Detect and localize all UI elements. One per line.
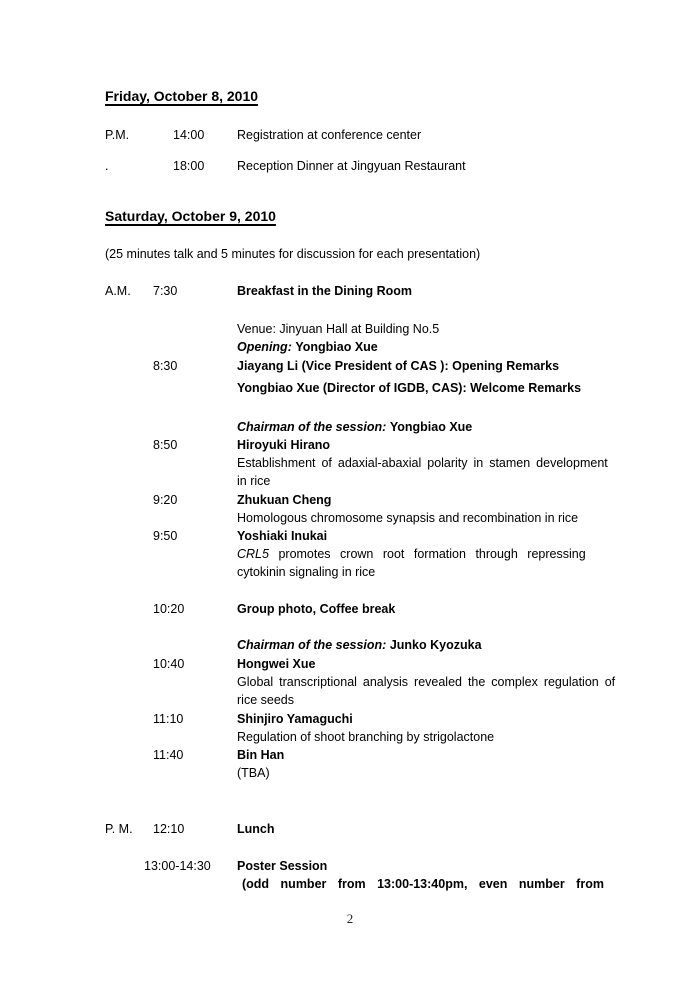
- chair-label: Chairman of the session:: [237, 638, 387, 652]
- speaker-name: Hiroyuki Hirano: [237, 438, 331, 452]
- time-label: 9:50: [153, 529, 178, 543]
- time-label: 18:00: [173, 159, 205, 173]
- event-text: Poster Session: [237, 859, 328, 873]
- period-spacer: [105, 491, 153, 509]
- period-spacer: [105, 357, 153, 375]
- talk-title-line: Establishment of adaxial-abaxial polarity in stamen development: [237, 456, 608, 470]
- time-label: 14:00: [173, 128, 205, 142]
- time-label: 7:30: [153, 284, 178, 298]
- welcome-remarks-line: Yongbiao Xue (Director of IGDB, CAS): Welcome Remarks: [237, 381, 582, 395]
- period-label: A.M.: [105, 284, 131, 298]
- schedule-row-registration: [105, 126, 597, 144]
- schedule-row-reception: [105, 157, 597, 175]
- time-label: 10:20: [153, 602, 185, 616]
- period-label: .: [105, 159, 109, 173]
- period-spacer: [105, 600, 153, 618]
- talk-row: [105, 710, 597, 728]
- time-label: 8:50: [153, 438, 178, 452]
- document-body: [105, 0, 616, 893]
- saturday-heading: Saturday, October 9, 2010: [105, 208, 276, 224]
- period-spacer: [105, 746, 153, 764]
- schedule-row-coffee-break: [105, 600, 597, 618]
- talk-title-line: rice seeds: [237, 693, 294, 707]
- talk-row: [105, 746, 597, 764]
- chair-label: Chairman of the session:: [237, 420, 387, 434]
- talk-title-line: (TBA): [237, 766, 270, 780]
- time-label: 11:10: [153, 712, 184, 726]
- period-spacer: [105, 655, 153, 673]
- talk-title-line: Regulation of shoot branching by strigolactone: [237, 730, 495, 744]
- talk-row: [105, 655, 597, 673]
- venue-line: Venue: Jinyuan Hall at Building No.5: [237, 322, 440, 336]
- schedule-row-lunch: [105, 820, 597, 838]
- schedule-row-opening-remarks: [105, 357, 597, 375]
- time-label: 8:30: [153, 359, 178, 373]
- period-spacer: [105, 436, 153, 454]
- time-label: 9:20: [153, 493, 178, 507]
- talk-title-line: in rice: [237, 474, 271, 488]
- friday-heading: Friday, October 8, 2010: [105, 88, 259, 104]
- event-text: Lunch: [237, 822, 275, 836]
- poster-detail-line: (odd number from 13:00-13:40pm, even number from: [242, 877, 604, 891]
- note-line: (25 minutes talk and 5 minutes for discussion for each presentation): [105, 247, 481, 261]
- period-label: P.M.: [105, 128, 130, 142]
- schedule-row-breakfast: [105, 282, 597, 300]
- session1-chair-line: [105, 418, 597, 436]
- speaker-name: Hongwei Xue: [237, 657, 316, 671]
- event-text: Jiayang Li (Vice President of CAS ): Opening Remarks: [237, 359, 560, 373]
- event-text: Reception Dinner at Jingyuan Restaurant: [237, 159, 466, 173]
- event-text: Group photo, Coffee break: [237, 602, 396, 616]
- time-label: 11:40: [153, 748, 184, 762]
- opening-label: Opening:: [237, 340, 292, 354]
- opening-name: Yongbiao Xue: [295, 340, 378, 354]
- speaker-name: Yoshiaki Inukai: [237, 529, 328, 543]
- page-number: 2: [346, 911, 354, 926]
- schedule-row-poster-session: [105, 857, 597, 875]
- event-text: Registration at conference center: [237, 128, 422, 142]
- talk-title-line: Global transcriptional analysis revealed the complex regulation of: [237, 675, 616, 689]
- session2-chair-line: [105, 636, 597, 654]
- time-label: 10:40: [153, 657, 185, 671]
- talk-title-text: promotes crown root formation through repressing: [278, 547, 586, 561]
- time-label: 13:00-14:30: [144, 859, 211, 873]
- talk-row: [105, 436, 597, 454]
- chair-name: Yongbiao Xue: [389, 420, 473, 434]
- speaker-name: Bin Han: [237, 748, 285, 762]
- speaker-name: Zhukuan Cheng: [237, 493, 332, 507]
- talk-title-line: Homologous chromosome synapsis and recombination in rice: [237, 511, 579, 525]
- speaker-name: Shinjiro Yamaguchi: [237, 712, 353, 726]
- talk-title-line: [105, 545, 597, 563]
- period-label: P. M.: [105, 822, 133, 836]
- event-text: Breakfast in the Dining Room: [237, 284, 413, 298]
- opening-line: [105, 338, 597, 356]
- period-spacer: [105, 710, 153, 728]
- period-spacer: [105, 527, 153, 545]
- talk-row: [105, 527, 597, 545]
- talk-title-line: cytokinin signaling in rice: [237, 565, 376, 579]
- time-label: 12:10: [153, 822, 185, 836]
- chair-name: Junko Kyozuka: [389, 638, 482, 652]
- gene-name: CRL5: [237, 547, 269, 561]
- talk-row: [105, 491, 597, 509]
